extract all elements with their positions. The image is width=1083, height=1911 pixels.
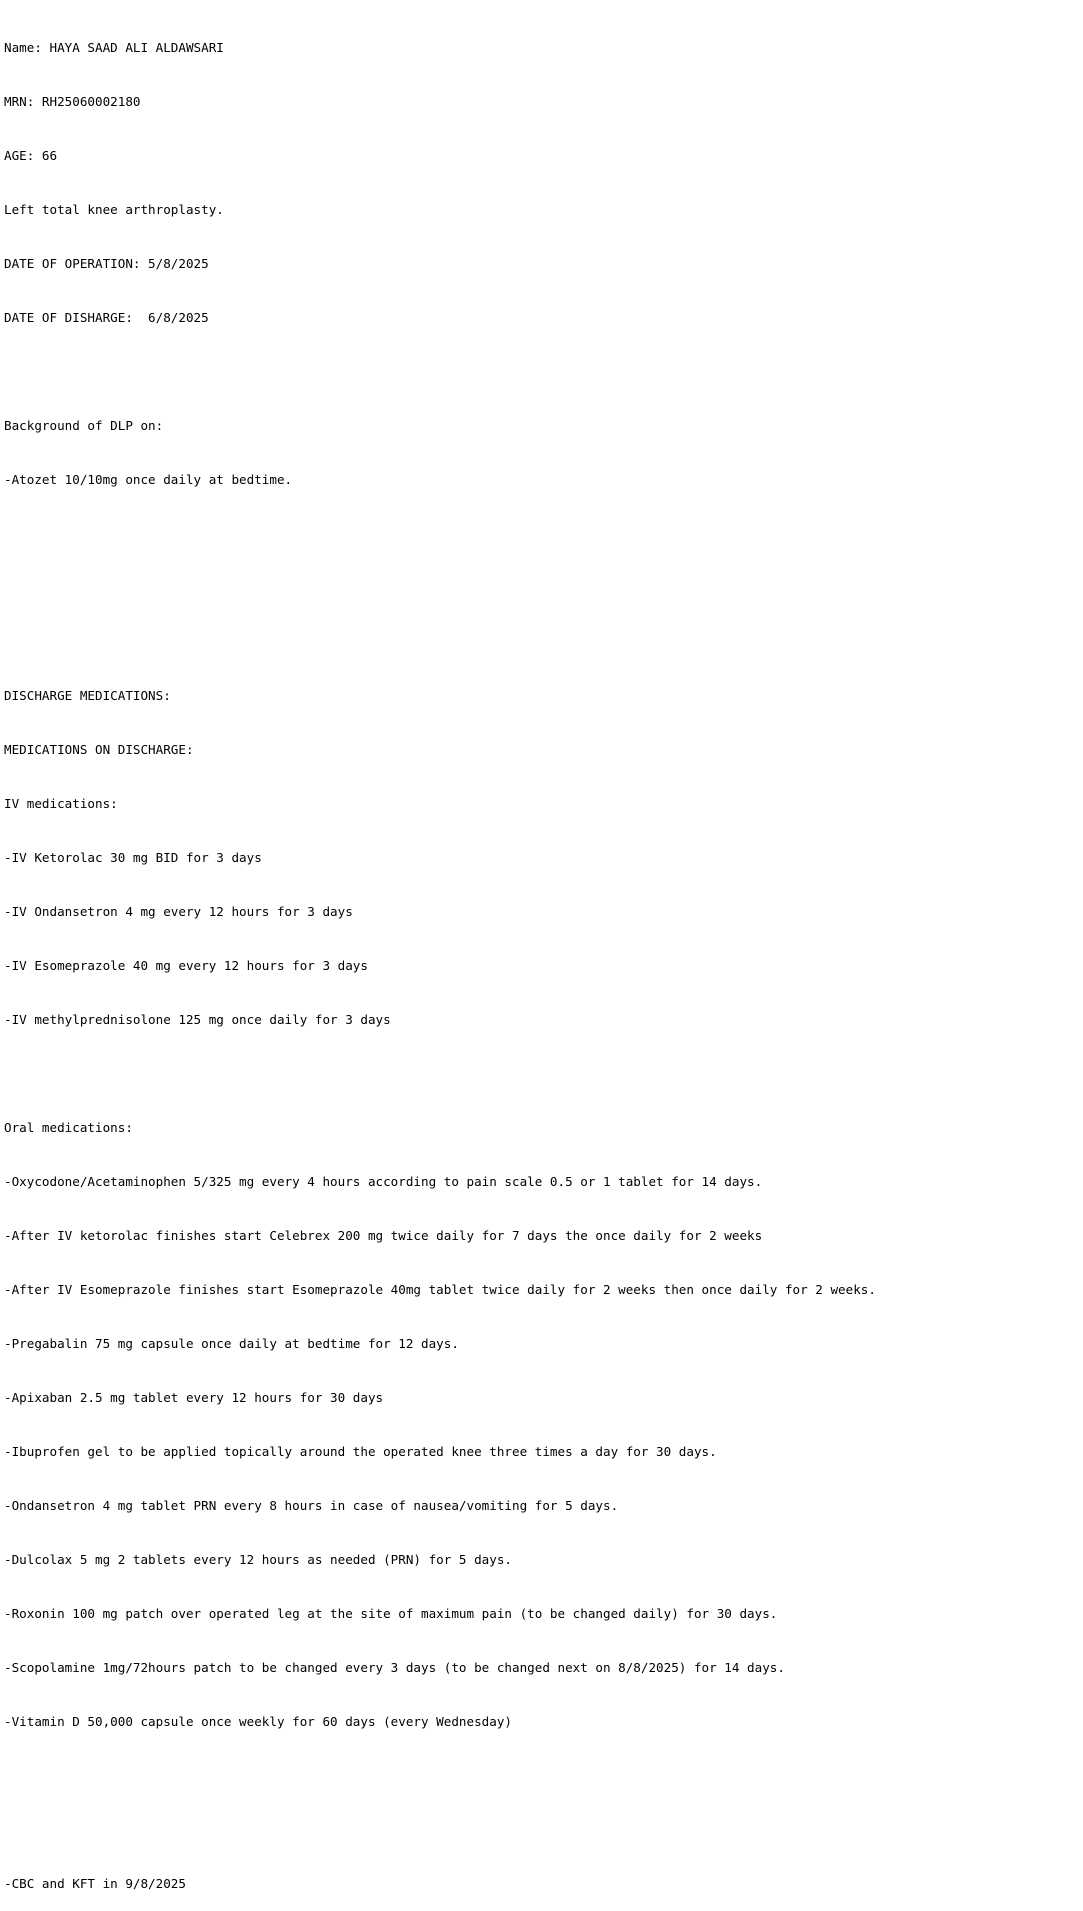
discharge-date: DATE OF DISHARGE: 6/8/2025 — [4, 310, 209, 325]
spacer — [4, 1065, 1079, 1083]
oral-medication-item: -Ibuprofen gel to be applied topically around the operated knee three times a day for 30 days. — [4, 1444, 717, 1459]
discharge-note-document — [4, 3, 1079, 1911]
oral-medication-item: -Vitamin D 50,000 capsule once weekly for 60 days (every Wednesday) — [4, 1714, 512, 1729]
oral-medication-item: -Roxonin 100 mg patch over operated leg at the site of maximum pain (to be changed daily) for 30 days. — [4, 1606, 778, 1621]
spacer — [4, 363, 1079, 381]
spacer — [4, 1821, 1079, 1839]
oral-medication-item: -Dulcolax 5 mg 2 tablets every 12 hours as needed (PRN) for 5 days. — [4, 1552, 512, 1567]
followup-item: -CBC and KFT in 9/8/2025 — [4, 1876, 186, 1891]
iv-medication-item: -IV Ondansetron 4 mg every 12 hours for 3 days — [4, 904, 353, 919]
iv-medication-item: -IV methylprednisolone 125 mg once daily for 3 days — [4, 1012, 391, 1027]
discharge-heading: DISCHARGE MEDICATIONS: — [4, 688, 171, 703]
spacer — [4, 633, 1079, 651]
iv-medication-item: -IV Esomeprazole 40 mg every 12 hours for 3 days — [4, 958, 368, 973]
background-heading: Background of DLP on: — [4, 418, 164, 433]
oral-medication-item: -Ondansetron 4 mg tablet PRN every 8 hours in case of nausea/vomiting for 5 days. — [4, 1498, 619, 1513]
patient-name: Name: HAYA SAAD ALI ALDAWSARI — [4, 40, 224, 55]
oral-medications-heading: Oral medications: — [4, 1120, 133, 1135]
operation-date: DATE OF OPERATION: 5/8/2025 — [4, 256, 209, 271]
patient-mrn: MRN: RH25060002180 — [4, 94, 141, 109]
discharge-subheading: MEDICATIONS ON DISCHARGE: — [4, 742, 194, 757]
iv-medications-heading: IV medications: — [4, 796, 118, 811]
spacer — [4, 579, 1079, 597]
patient-age: AGE: 66 — [4, 148, 58, 163]
iv-medication-item: -IV Ketorolac 30 mg BID for 3 days — [4, 850, 262, 865]
oral-medication-item: -After IV Esomeprazole finishes start Esomeprazole 40mg tablet twice daily for 2 weeks then once daily for 2 weeks. — [4, 1282, 876, 1297]
spacer — [4, 525, 1079, 543]
oral-medication-item: -After IV ketorolac finishes start Celebrex 200 mg twice daily for 7 days the once daily for 2 weeks — [4, 1228, 763, 1243]
oral-medication-item: -Pregabalin 75 mg capsule once daily at bedtime for 12 days. — [4, 1336, 459, 1351]
background-item: -Atozet 10/10mg once daily at bedtime. — [4, 472, 293, 487]
spacer — [4, 1767, 1079, 1785]
oral-medication-item: -Scopolamine 1mg/72hours patch to be changed every 3 days (to be changed next on 8/8/2025) for 14 days. — [4, 1660, 785, 1675]
procedure: Left total knee arthroplasty. — [4, 202, 224, 217]
oral-medication-item: -Apixaban 2.5 mg tablet every 12 hours for 30 days — [4, 1390, 384, 1405]
oral-medication-item: -Oxycodone/Acetaminophen 5/325 mg every 4 hours according to pain scale 0.5 or 1 tablet for 14 days. — [4, 1174, 763, 1189]
